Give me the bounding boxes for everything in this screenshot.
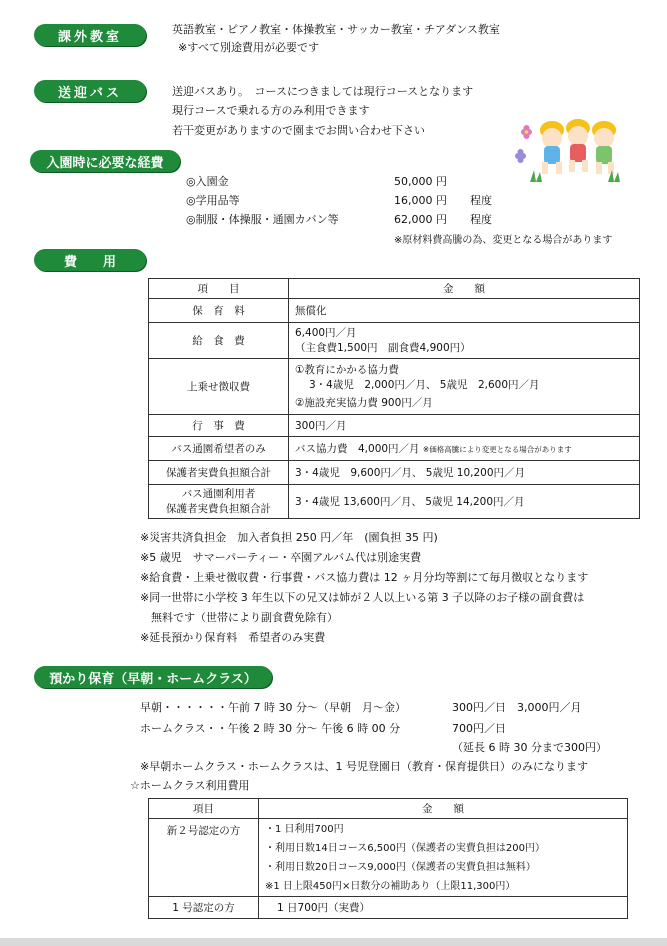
extracurricular-line1: 英語教室・ピアノ教室・体操教室・サッカー教室・チアダンス教室 xyxy=(172,23,500,36)
flower-icon xyxy=(515,149,526,163)
table-row xyxy=(149,437,640,461)
azukari-subtitle: ☆ホームクラス利用費用 xyxy=(130,779,250,792)
entry-footnote: ※原材料費高騰の為、変更となる場合があります xyxy=(394,235,613,246)
homeclass-line: ・1 日利用700円 xyxy=(265,823,344,835)
table-row xyxy=(149,415,640,437)
kyushoku-amount: 6,400円／月 xyxy=(295,326,357,339)
busjippi-name1: バス通園利用者 xyxy=(181,487,256,500)
azukari-early-fee: 300円／日 3,000円／月 xyxy=(452,701,582,714)
uwanose-line3: ②施設充実協力費 900円／月 xyxy=(295,396,433,409)
azukari-early-time: 早朝・・・・・・午前 7 時 30 分～（早朝 月～金） xyxy=(140,701,406,714)
azukari-home-fee: 700円／日 xyxy=(452,722,506,735)
grass-icon xyxy=(530,170,542,182)
fees-row-name xyxy=(149,485,289,519)
table-row xyxy=(149,897,628,919)
fees-row-value: 300円／月 xyxy=(289,415,640,437)
children-illustration xyxy=(512,108,632,188)
table-row xyxy=(149,299,640,323)
fees-note: ※同一世帯に小学校 3 年生以下の兄又は姉が２人以上いる第 3 子以降のお子様の副食費は xyxy=(140,591,585,604)
table-row xyxy=(149,461,640,485)
page-bottom-strip xyxy=(0,938,667,946)
fees-row-name: 上乗せ徴収費 xyxy=(149,359,289,415)
table-row xyxy=(149,323,640,359)
azukari-extension: （延長 6 時 30 分まで300円） xyxy=(452,741,607,754)
bus-fee: バス協力費 4,000円／月 xyxy=(295,443,420,455)
homeclass-line: ・利用日数14日コース6,500円（保護者の実費負担は200円） xyxy=(265,842,545,854)
child-icon xyxy=(540,121,564,174)
fees-row-name: 行 事 費 xyxy=(149,415,289,437)
bus-line1: 送迎バスあり。 コースにつきましては現行コースとなります xyxy=(172,85,474,98)
fees-row-name: 保 育 料 xyxy=(149,299,289,323)
entry-item-amount: 50,000 円 xyxy=(394,175,447,188)
table-row xyxy=(149,359,640,415)
section-label-entry: 入園時に必要な経費 xyxy=(30,150,180,172)
fees-note: 無料です（世帯により副食費免除有） xyxy=(140,611,338,624)
bus-fee-note: ※価格高騰により変更となる場合があります xyxy=(422,445,572,454)
bus-line2: 現行コースで乗れる方のみ利用できます xyxy=(172,104,370,117)
entry-item-name: ◎入園金 xyxy=(186,175,229,188)
uwanose-line1: ①教育にかかる協力費 xyxy=(295,363,399,376)
homeclass-row-name: 1 号認定の方 xyxy=(149,897,259,919)
bus-line3: 若干変更がありますので園までお問い合わせ下さい xyxy=(172,124,425,137)
fees-note: ※給食費・上乗せ徴収費・行事費・バス協力費は 12 ヶ月分均等割にて毎月徴収となります xyxy=(140,571,589,584)
table-row xyxy=(149,485,640,519)
entry-item-name: ◎制服・体操服・通園カバン等 xyxy=(186,213,339,226)
fees-row-name: 保護者実費負担額合計 xyxy=(149,461,289,485)
azukari-note: ※早朝ホームクラス・ホームクラスは、1 号児登園日（教育・保育提供日）のみになります xyxy=(140,760,589,773)
kyushoku-breakdown: （主食費1,500円 副食費4,900円） xyxy=(295,341,471,354)
fees-note: ※延長預かり保育料 希望者のみ実費 xyxy=(140,631,326,644)
child-icon xyxy=(592,121,616,174)
homeclass-row-value: 1 日700円（実費） xyxy=(259,897,628,919)
entry-item-note: 程度 xyxy=(470,213,492,226)
entry-item-amount: 62,000 円 xyxy=(394,213,447,226)
homeclass-table xyxy=(148,798,628,919)
fees-row-value: 無償化 xyxy=(289,299,640,323)
fees-header-amount: 金 額 xyxy=(289,279,640,299)
fees-row-name: バス通園希望者のみ xyxy=(149,437,289,461)
section-label-bus: 送迎バス xyxy=(34,80,146,102)
child-icon xyxy=(566,119,590,172)
section-label-fees: 費 用 xyxy=(34,249,146,271)
fees-header-item: 項 目 xyxy=(149,279,289,299)
fees-table xyxy=(148,278,640,519)
entry-item-name: ◎学用品等 xyxy=(186,194,240,207)
fees-row-value: 3・4歳児 13,600円／月、 5歳児 14,200円／月 xyxy=(289,485,640,519)
busjippi-name2: 保護者実費負担額合計 xyxy=(166,502,271,515)
azukari-home-time: ホームクラス・・午後 2 時 30 分～ 午後 6 時 00 分 xyxy=(140,722,401,735)
homeclass-line: ※1 日上限450円×日数分の補助あり（上限11,300円） xyxy=(265,880,516,892)
entry-item-note: 程度 xyxy=(470,194,492,207)
fees-row-name: 給 食 費 xyxy=(149,323,289,359)
uwanose-line2: 3・4歳児 2,000円／月、 5歳児 2,600円／月 xyxy=(309,378,540,391)
homeclass-line: ・利用日数20日コース9,000円（保護者の実費負担は無料） xyxy=(265,861,536,873)
fees-row-value xyxy=(289,323,640,359)
flower-icon xyxy=(521,125,532,139)
extracurricular-line2: ※すべて別途費用が必要です xyxy=(178,41,319,54)
homeclass-header-item: 項目 xyxy=(149,799,259,819)
homeclass-row-name: 新２号認定の方 xyxy=(149,819,259,897)
fees-note: ※5 歳児 サマーパーティー・卒園アルバム代は別途実費 xyxy=(140,551,422,564)
entry-item-amount: 16,000 円 xyxy=(394,194,447,207)
table-row xyxy=(149,819,628,897)
homeclass-header-amount: 金 額 xyxy=(259,799,628,819)
section-label-azukari: 預かり保育（早朝・ホームクラス） xyxy=(34,666,272,688)
homeclass-row-value xyxy=(259,819,628,897)
fees-row-value xyxy=(289,359,640,415)
fees-row-value xyxy=(289,437,640,461)
fees-row-value: 3・4歳児 9,600円／月、 5歳児 10,200円／月 xyxy=(289,461,640,485)
section-label-extracurricular: 課外教室 xyxy=(34,24,146,46)
fees-note: ※災害共済負担金 加入者負担 250 円／年 (園負担 35 円) xyxy=(140,531,438,544)
